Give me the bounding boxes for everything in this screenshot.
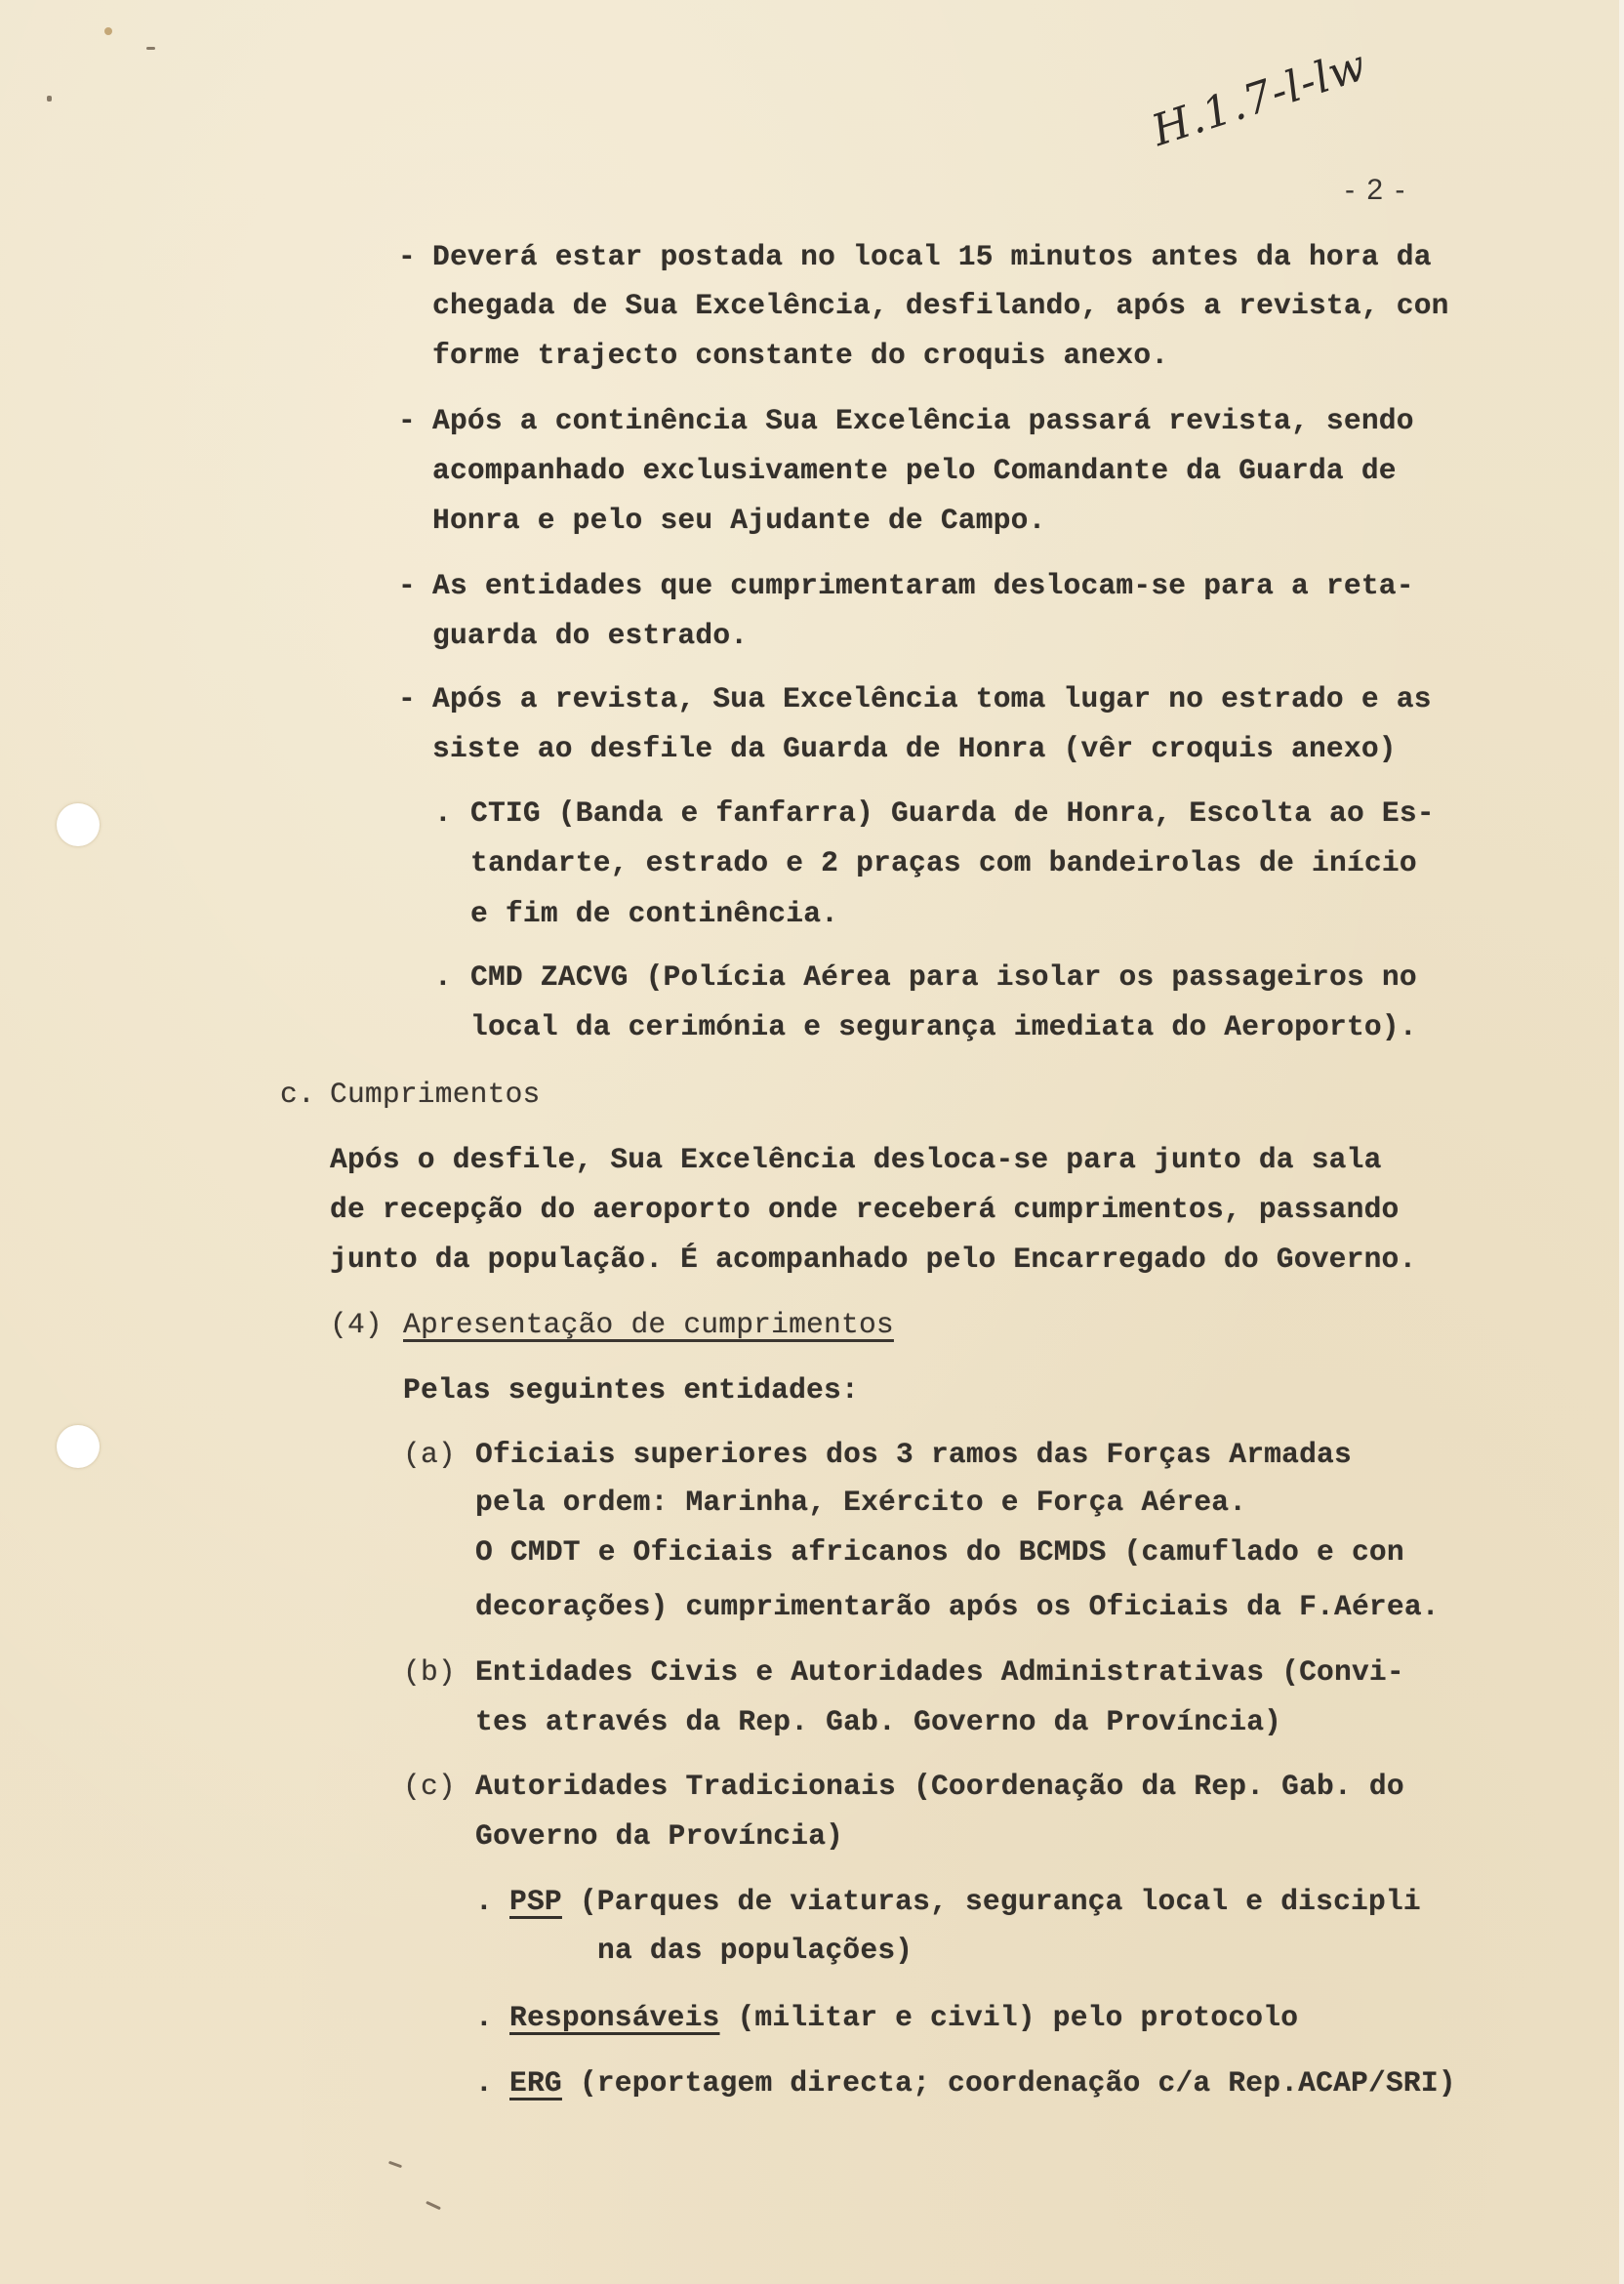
- bullet-marker: -: [398, 404, 416, 437]
- subsection-title: Apresentação de cumprimentos: [403, 1308, 894, 1341]
- item-text-line: Entidades Civis e Autoridades Administrativas (Convi-: [475, 1655, 1404, 1689]
- responsibility-text: (reportagem directa; coordenação c/a Rep.ACAP/SRI): [561, 2066, 1456, 2100]
- paragraph-line: Após o desfile, Sua Excelência desloca-se para junto da sala: [330, 1143, 1382, 1176]
- stain-mark: [104, 27, 112, 35]
- bullet-text-line: guarda do estrado.: [432, 619, 749, 652]
- unit-marker: .: [434, 796, 452, 830]
- ink-speck: [388, 2161, 402, 2169]
- item-text-line: tes através da Rep. Gab. Governo da Província): [475, 1705, 1282, 1738]
- handwritten-reference-annotation: H.1.7-l-lw: [1146, 40, 1373, 156]
- responsibility-entity: Responsáveis: [509, 2001, 720, 2034]
- unit-text-line: CMD ZACVG (Polícia Aérea para isolar os passageiros no: [470, 960, 1417, 994]
- unit-text-line: CTIG (Banda e fanfarra) Guarda de Honra, Escolta ao Es-: [470, 796, 1435, 830]
- responsibility-text: (militar e civil) pelo protocolo: [719, 2001, 1299, 2034]
- section-title: Cumprimentos: [330, 1078, 541, 1111]
- unit-text-line: local da cerimónia e segurança imediata do Aeroporto).: [470, 1010, 1417, 1043]
- subsection-intro: Pelas seguintes entidades:: [403, 1373, 859, 1407]
- ink-speck: [426, 2201, 441, 2210]
- item-text-line: decorações) cumprimentarão após os Oficiais da F.Aérea.: [475, 1590, 1440, 1623]
- ink-speck: [47, 96, 52, 102]
- item-label: (b): [403, 1655, 456, 1689]
- bullet-text-line: Honra e pelo seu Ajudante de Campo.: [432, 504, 1046, 537]
- bullet-marker: -: [398, 682, 416, 715]
- responsibility-marker: .: [475, 2066, 493, 2100]
- bullet-text-line: Após a revista, Sua Excelência toma lugar no estrado e as: [432, 682, 1432, 715]
- item-label: (c): [403, 1770, 456, 1803]
- unit-text-line: e fim de continência.: [470, 897, 839, 930]
- item-text-line: Governo da Província): [475, 1819, 844, 1853]
- subsection-number: (4): [330, 1308, 383, 1341]
- bullet-text-line: Deverá estar postada no local 15 minutos antes da hora da: [432, 240, 1432, 273]
- responsibility-marker: .: [475, 1885, 493, 1918]
- bullet-marker: -: [398, 569, 416, 602]
- punch-hole-bottom: [57, 1425, 100, 1468]
- unit-text-line: tandarte, estrado e 2 praças com bandeirolas de início: [470, 846, 1417, 879]
- ink-speck: [146, 47, 155, 50]
- item-label: (a): [403, 1438, 456, 1471]
- bullet-text-line: chegada de Sua Excelência, desfilando, após a revista, con: [432, 289, 1449, 322]
- responsibility-entity: ERG: [509, 2066, 562, 2100]
- bullet-text-line: siste ao desfile da Guarda de Honra (vêr croquis anexo): [432, 732, 1397, 765]
- responsibility-line: [509, 2066, 1456, 2100]
- page-number: - 2 -: [1345, 174, 1407, 206]
- responsibility-marker: .: [475, 2001, 493, 2034]
- responsibility-continuation: na das populações): [597, 1934, 914, 1967]
- unit-marker: .: [434, 960, 452, 994]
- item-text-line: O CMDT e Oficiais africanos do BCMDS (camuflado e con: [475, 1535, 1404, 1569]
- item-text-line: pela ordem: Marinha, Exército e Força Aérea.: [475, 1486, 1247, 1519]
- responsibility-line: [509, 1885, 1421, 1918]
- punch-hole-top: [57, 803, 100, 846]
- bullet-marker: -: [398, 240, 416, 273]
- bullet-text-line: acompanhado exclusivamente pelo Comandante da Guarda de: [432, 454, 1397, 487]
- responsibility-entity: PSP: [509, 1885, 562, 1918]
- responsibility-text: (Parques de viaturas, segurança local e discipli: [561, 1885, 1421, 1918]
- paragraph-line: de recepção do aeroporto onde receberá cumprimentos, passando: [330, 1193, 1400, 1226]
- page-edge: [1619, 0, 1624, 2284]
- responsibility-line: [509, 2001, 1298, 2034]
- item-text-line: Autoridades Tradicionais (Coordenação da Rep. Gab. do: [475, 1770, 1404, 1803]
- bullet-text-line: As entidades que cumprimentaram deslocam-se para a reta-: [432, 569, 1414, 602]
- paragraph-line: junto da população. É acompanhado pelo Encarregado do Governo.: [330, 1243, 1417, 1276]
- bullet-text-line: Após a continência Sua Excelência passará revista, sendo: [432, 404, 1414, 437]
- bullet-text-line: forme trajecto constante do croquis anexo.: [432, 339, 1169, 372]
- section-label: c.: [280, 1078, 315, 1111]
- item-text-line: Oficiais superiores dos 3 ramos das Forças Armadas: [475, 1438, 1352, 1471]
